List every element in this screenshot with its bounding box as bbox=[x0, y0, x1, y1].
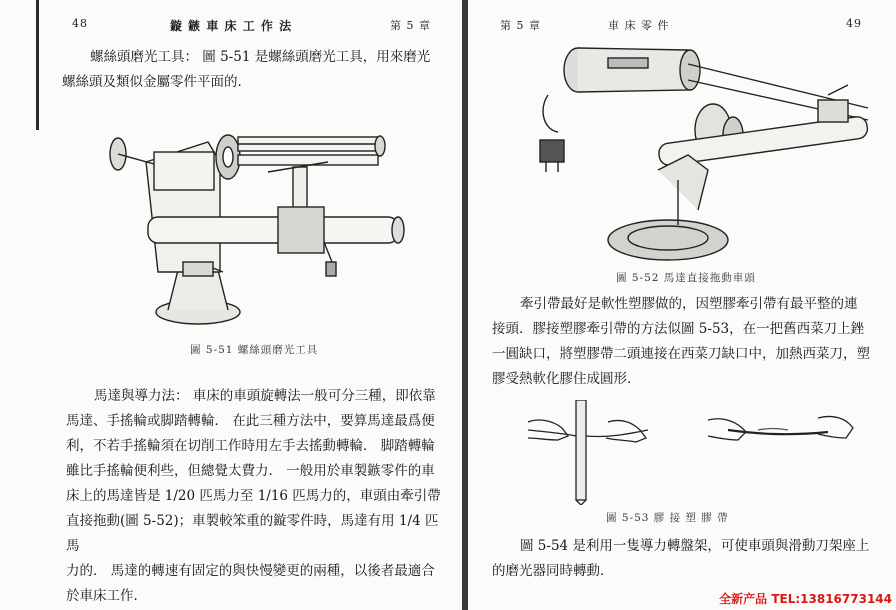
figure-5-52-motor-drive bbox=[538, 40, 878, 265]
text-line: 馬達與導力法： 車床的車頭旋轉法一般可分三種，即依靠 bbox=[94, 388, 436, 404]
text-line: 馬達、手搖輪或脚踏轉輪． 在此三種方法中，要算馬達最爲便 bbox=[66, 413, 435, 429]
left-running-title: 鏇 鏃 車 床 工 作 法 bbox=[170, 19, 293, 33]
contact-watermark: 全新产品 TEL:13816773144 bbox=[719, 592, 892, 606]
paragraph-drive-turntable bbox=[492, 534, 887, 584]
text-line: 於車床工作． bbox=[66, 588, 147, 604]
right-running-title: 車 床 零 件 bbox=[608, 19, 670, 32]
figure-5-51-caption: 圖 5-51 螺絲頭磨光工具 bbox=[190, 344, 319, 356]
text-line: 一圓缺口，將塑膠帶二頭連接在西菜刀缺口中，加熱西菜刀，塑 bbox=[492, 346, 870, 362]
paragraph-plastic-belt bbox=[492, 292, 887, 392]
paragraph-motor-drive bbox=[66, 384, 450, 609]
text-line: 床上的馬達皆是 1/20 匹馬力至 1/16 匹馬力的，車頭由牽引帶 bbox=[66, 488, 441, 504]
text-line: 力的． 馬達的轉速有固定的與快慢變更的兩種，以後者最適合 bbox=[66, 563, 435, 579]
figure-5-53-caption: 圖 5-53 膠 接 塑 膠 帶 bbox=[606, 512, 729, 524]
left-chapter-label: 第 5 章 bbox=[390, 19, 431, 32]
text-line: 的磨光器同時轉動． bbox=[492, 563, 614, 579]
text-line: 圖 5-54 是利用一隻導力轉盤架，可使車頭與滑動刀架座上 bbox=[520, 538, 870, 554]
text-line: 螺絲頭磨光工具： 圖 5-51 是螺絲頭磨光工具，用來磨光 bbox=[90, 49, 431, 65]
text-line: 螺絲頭及類似金屬零件平面的． bbox=[62, 74, 251, 90]
text-line: 膠受熱軟化膠住成圓形． bbox=[492, 371, 641, 387]
text-line: 直接拖動(圖 5-52)；車製較笨重的鏇零件時，馬達有用 1/4 匹馬 bbox=[66, 513, 439, 554]
figure-5-51-grinding-tool bbox=[88, 122, 418, 332]
text-line: 接頭．膠接塑膠牽引帶的方法似圖 5-53，在一把舊西菜刀上銼 bbox=[492, 321, 865, 337]
text-line: 雖比手搖輪便利些，但總覺太費力． 一般用於車製鏃零件的車 bbox=[66, 463, 435, 479]
text-line: 利，不若手搖輪須在切削工作時用左手去搖動轉輪． 脚踏轉輪 bbox=[66, 438, 435, 454]
figure-5-53-belt-splicing bbox=[528, 400, 868, 505]
right-page bbox=[468, 0, 896, 610]
right-chapter-label: 第 5 章 bbox=[500, 19, 541, 32]
figure-5-52-caption: 圖 5-52 馬達直接拖動車頭 bbox=[616, 272, 756, 284]
text-line: 牽引帶最好是軟性塑膠做的，因塑膠牽引帶有最平整的連 bbox=[520, 296, 858, 312]
scan-edge-shadow bbox=[36, 0, 39, 130]
left-page-number: 48 bbox=[72, 17, 88, 30]
paragraph-grinding-tool bbox=[62, 45, 450, 95]
right-page-number: 49 bbox=[846, 17, 862, 30]
